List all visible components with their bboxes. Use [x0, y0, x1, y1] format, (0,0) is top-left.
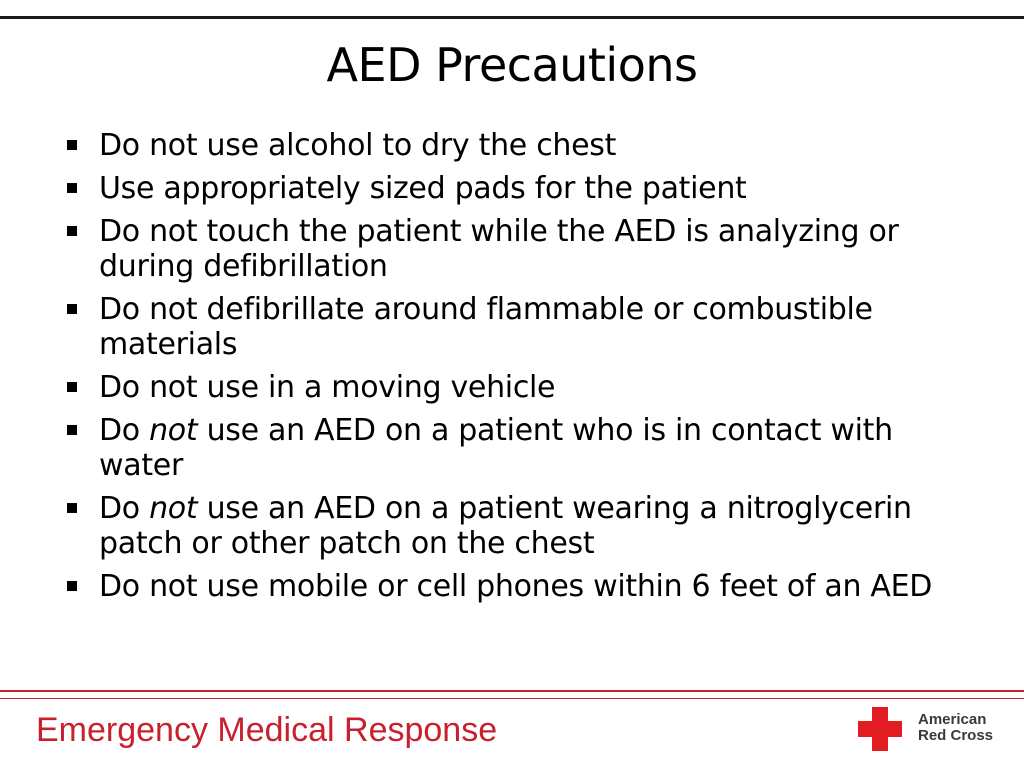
footer-rule-top	[0, 690, 1024, 692]
bullet-text: Do not use mobile or cell phones within 6 feet of an AED	[99, 569, 933, 604]
square-bullet-icon	[67, 581, 77, 591]
square-bullet-icon	[67, 226, 77, 236]
top-rule	[0, 16, 1024, 19]
bullet-item	[62, 370, 982, 405]
bullet-item	[62, 171, 982, 206]
bullet-item	[62, 292, 982, 362]
bullet-list	[62, 128, 982, 612]
footer-rule-bottom	[0, 698, 1024, 699]
bullet-item	[62, 128, 982, 163]
slide-title: AED Precautions	[326, 38, 698, 92]
bullet-item	[62, 491, 982, 561]
red-cross-icon	[858, 707, 902, 751]
bullet-text: Do not touch the patient while the AED is analyzing or during defibrillation	[99, 214, 899, 284]
bullet-emphasis: not	[149, 491, 198, 526]
square-bullet-icon	[67, 304, 77, 314]
bullet-emphasis: not	[149, 413, 198, 448]
bullet-text: use an AED on a patient who is in contact with water	[99, 413, 893, 483]
bullet-item	[62, 569, 982, 604]
bullet-text: Do not use alcohol to dry the chest	[99, 128, 617, 163]
bullet-text: Do not use in a moving vehicle	[99, 370, 556, 405]
square-bullet-icon	[67, 503, 77, 513]
bullet-text: Use appropriately sized pads for the patient	[99, 171, 747, 206]
bullet-text: Do	[99, 491, 150, 526]
bullet-item	[62, 214, 982, 284]
square-bullet-icon	[67, 425, 77, 435]
logo-line-american: American	[918, 711, 987, 728]
american-red-cross-logo	[858, 706, 1008, 754]
bullet-text: use an AED on a patient wearing a nitroglycerin patch or other patch on the chest	[99, 491, 912, 561]
footer-title: Emergency Medical Response	[36, 711, 498, 749]
bullet-text: Do	[99, 413, 150, 448]
square-bullet-icon	[67, 382, 77, 392]
bullet-text: Do not defibrillate around flammable or combustible materials	[99, 292, 873, 362]
bullet-item	[62, 413, 982, 483]
square-bullet-icon	[67, 183, 77, 193]
logo-line-red-cross: Red Cross	[918, 727, 994, 744]
square-bullet-icon	[67, 140, 77, 150]
